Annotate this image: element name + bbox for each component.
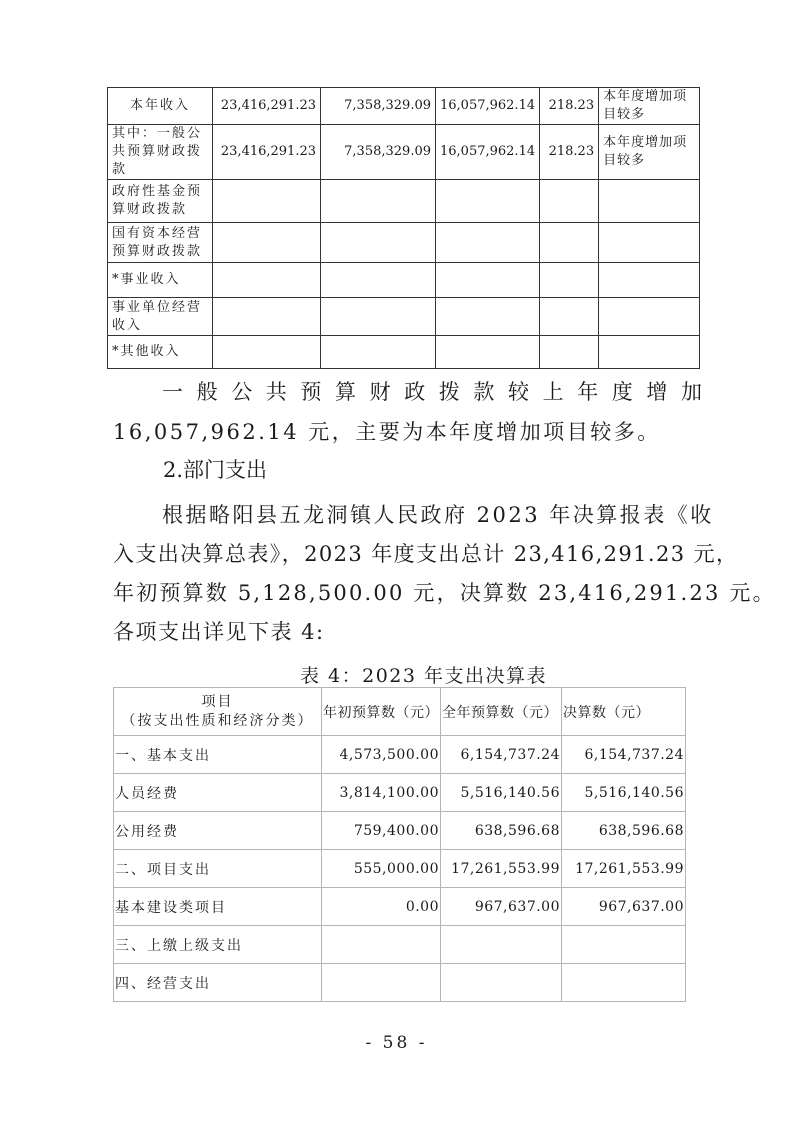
paragraph-budget-increase-cont: 16,057,962.14 元，主要为本年度增加项目较多。 bbox=[113, 420, 661, 444]
cell-value bbox=[213, 336, 321, 369]
cell-value bbox=[321, 180, 436, 223]
cell-initial bbox=[322, 926, 441, 964]
row-label: 事业单位经营收入 bbox=[108, 298, 213, 336]
cell-value bbox=[213, 263, 321, 298]
cell-value: 16,057,962.14 bbox=[436, 88, 540, 125]
header-initial-budget: 年初预算数（元） bbox=[322, 688, 441, 736]
cell-value bbox=[213, 298, 321, 336]
header-final-account: 决算数（元） bbox=[562, 688, 686, 736]
expenditure-table bbox=[113, 687, 686, 1002]
cell-note bbox=[599, 223, 700, 263]
cell-value bbox=[436, 180, 540, 223]
header-item-line1: 项目 bbox=[201, 693, 234, 710]
cell-full-year bbox=[441, 964, 562, 1002]
table-row bbox=[108, 125, 700, 180]
row-label: 其中：一般公共预算财政拨款 bbox=[108, 125, 213, 180]
cell-final: 5,516,140.56 bbox=[562, 774, 686, 812]
cell-value bbox=[321, 263, 436, 298]
cell-note bbox=[599, 263, 700, 298]
cell-value bbox=[436, 298, 540, 336]
cell-value bbox=[436, 263, 540, 298]
cell-value bbox=[321, 336, 436, 369]
row-label: *其他收入 bbox=[108, 336, 213, 369]
section-heading: 2.部门支出 bbox=[163, 458, 268, 482]
cell-final bbox=[562, 926, 686, 964]
cell-value: 7,358,329.09 bbox=[321, 125, 436, 180]
cell-note bbox=[599, 336, 700, 369]
table-row bbox=[108, 298, 700, 336]
table-row bbox=[114, 812, 686, 850]
cell-value bbox=[436, 223, 540, 263]
paragraph-expenditure-line3: 年初预算数 5,128,500.00 元，决算数 23,416,291.23 元。 bbox=[113, 581, 776, 605]
row-label: 人员经费 bbox=[114, 774, 322, 812]
cell-value bbox=[213, 180, 321, 223]
row-label: 三、上缴上级支出 bbox=[114, 926, 322, 964]
table-row bbox=[114, 736, 686, 774]
cell-final: 967,637.00 bbox=[562, 888, 686, 926]
cell-value bbox=[436, 336, 540, 369]
row-label: 本年收入 bbox=[108, 88, 213, 125]
cell-note bbox=[599, 298, 700, 336]
cell-initial: 0.00 bbox=[322, 888, 441, 926]
table-row bbox=[114, 964, 686, 1002]
cell-full-year: 967,637.00 bbox=[441, 888, 562, 926]
table-row bbox=[114, 926, 686, 964]
paragraph-expenditure-line4: 各项支出详见下表 4: bbox=[113, 620, 325, 644]
cell-value bbox=[540, 180, 599, 223]
cell-initial: 4,573,500.00 bbox=[322, 736, 441, 774]
header-full-year-budget: 全年预算数（元） bbox=[441, 688, 562, 736]
cell-value bbox=[321, 223, 436, 263]
cell-final: 17,261,553.99 bbox=[562, 850, 686, 888]
cell-initial bbox=[322, 964, 441, 1002]
table-row bbox=[114, 774, 686, 812]
row-label: 公用经费 bbox=[114, 812, 322, 850]
cell-initial: 555,000.00 bbox=[322, 850, 441, 888]
cell-value: 16,057,962.14 bbox=[436, 125, 540, 180]
cell-value bbox=[540, 263, 599, 298]
cell-note bbox=[599, 180, 700, 223]
cell-initial: 759,400.00 bbox=[322, 812, 441, 850]
cell-value bbox=[321, 298, 436, 336]
row-label: 政府性基金预算财政拨款 bbox=[108, 180, 213, 223]
row-label: 四、经营支出 bbox=[114, 964, 322, 1002]
table-header-row bbox=[114, 688, 686, 736]
paragraph-expenditure: 根据略阳县五龙洞镇人民政府 2023 年决算报表《收 bbox=[162, 503, 714, 527]
table-row bbox=[108, 223, 700, 263]
cell-value bbox=[540, 298, 599, 336]
table-row bbox=[114, 850, 686, 888]
cell-value: 23,416,291.23 bbox=[213, 88, 321, 125]
cell-final: 638,596.68 bbox=[562, 812, 686, 850]
row-label: 二、项目支出 bbox=[114, 850, 322, 888]
table-row bbox=[114, 888, 686, 926]
table-row bbox=[108, 180, 700, 223]
paragraph-expenditure-line2: 入支出决算总表》，2023 年度支出总计 23,416,291.23 元， bbox=[113, 542, 739, 566]
table-row bbox=[108, 336, 700, 369]
cell-value bbox=[540, 336, 599, 369]
cell-value: 23,416,291.23 bbox=[213, 125, 321, 180]
cell-full-year: 6,154,737.24 bbox=[441, 736, 562, 774]
cell-value bbox=[540, 223, 599, 263]
cell-value: 218.23 bbox=[540, 125, 599, 180]
cell-note: 本年度增加项目较多 bbox=[599, 88, 700, 125]
cell-final: 6,154,737.24 bbox=[562, 736, 686, 774]
table-caption: 表 4：2023 年支出决算表 bbox=[300, 665, 548, 687]
cell-final bbox=[562, 964, 686, 1002]
cell-initial: 3,814,100.00 bbox=[322, 774, 441, 812]
page-number: - 58 - bbox=[365, 1033, 428, 1053]
cell-note: 本年度增加项目较多 bbox=[599, 125, 700, 180]
row-label: 基本建设类项目 bbox=[114, 888, 322, 926]
header-item bbox=[114, 688, 322, 736]
table-row bbox=[108, 263, 700, 298]
row-label: 国有资本经营预算财政拨款 bbox=[108, 223, 213, 263]
cell-full-year: 17,261,553.99 bbox=[441, 850, 562, 888]
cell-full-year: 638,596.68 bbox=[441, 812, 562, 850]
row-label: *事业收入 bbox=[108, 263, 213, 298]
cell-full-year bbox=[441, 926, 562, 964]
table-row bbox=[108, 88, 700, 125]
cell-value bbox=[213, 223, 321, 263]
paragraph-budget-increase: 一般公共预算财政拨款较上年度增加 bbox=[162, 380, 716, 404]
cell-value: 7,358,329.09 bbox=[321, 88, 436, 125]
cell-value: 218.23 bbox=[540, 88, 599, 125]
row-label: 一、基本支出 bbox=[114, 736, 322, 774]
income-table bbox=[107, 87, 700, 369]
header-item-line2: （按支出性质和经济分类） bbox=[121, 712, 314, 729]
cell-full-year: 5,516,140.56 bbox=[441, 774, 562, 812]
